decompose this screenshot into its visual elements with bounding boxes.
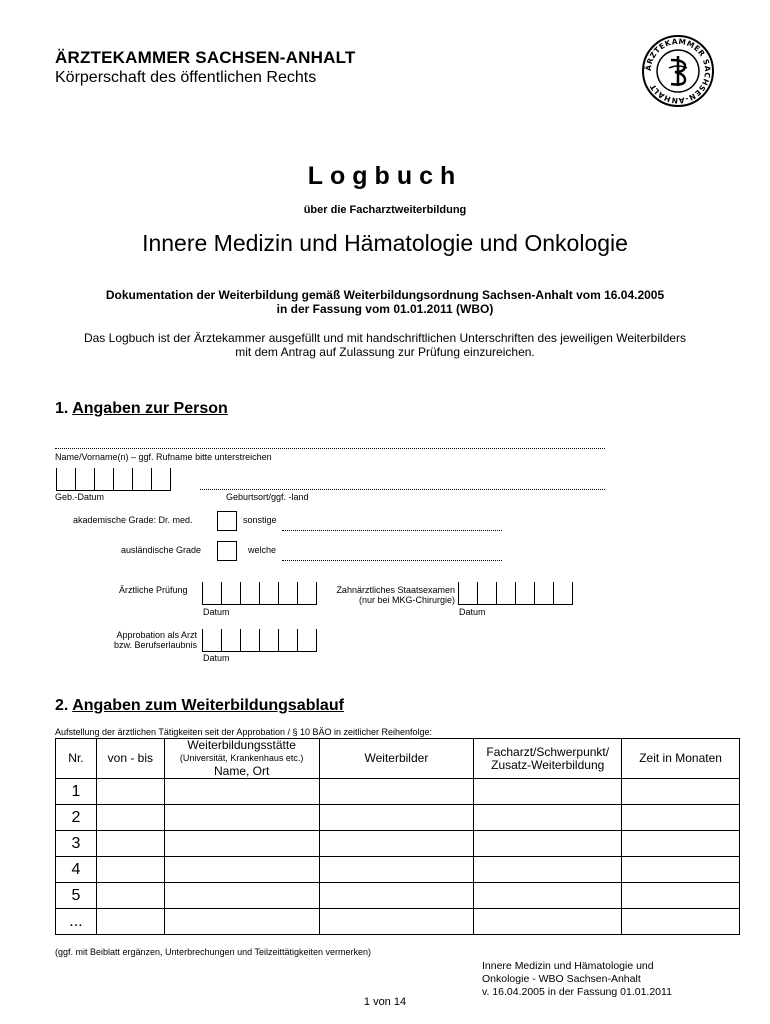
col-nr: Nr. xyxy=(56,739,97,779)
other-degree-field[interactable] xyxy=(282,530,502,531)
row-number: 3 xyxy=(56,831,97,857)
cell-von-bis[interactable] xyxy=(96,857,164,883)
cell-facharzt[interactable] xyxy=(474,805,622,831)
section-2-intro: Aufstellung der ärztlichen Tätigkeiten seit der Approbation / § 10 BÄO in zeitlicher Reihenfolge: xyxy=(55,727,433,737)
approbation-date-boxes[interactable] xyxy=(202,629,317,652)
cell-staette[interactable] xyxy=(164,805,319,831)
row-number: 1 xyxy=(56,779,97,805)
cell-zeit[interactable] xyxy=(622,909,740,935)
cell-weiterbilder[interactable] xyxy=(319,883,474,909)
col-weiterbildungsstaette xyxy=(164,739,319,779)
col-staette-line-1: Weiterbildungsstätte xyxy=(187,738,296,752)
cell-von-bis[interactable] xyxy=(96,831,164,857)
cell-weiterbilder[interactable] xyxy=(319,805,474,831)
col-facharzt xyxy=(474,739,622,779)
training-history-table xyxy=(55,738,740,935)
org-subtitle: Körperschaft des öffentlichen Rechts xyxy=(55,69,317,86)
academic-degree-label: akademische Grade: Dr. med. xyxy=(73,515,193,525)
seal-text: ÄRZTEKAMMER SACHSEN-ANHALT xyxy=(643,36,713,106)
dental-exam-label xyxy=(317,585,455,605)
intro-line-2: mit dem Antrag auf Zulassung zur Prüfung einzureichen. xyxy=(235,345,535,359)
cell-facharzt[interactable] xyxy=(474,909,622,935)
row-number: ... xyxy=(56,909,97,935)
cell-von-bis[interactable] xyxy=(96,805,164,831)
documentation-line-1: Dokumentation der Weiterbildung gemäß Weiterbildungsordnung Sachsen-Anhalt vom 16.04.2005 xyxy=(105,288,665,302)
approbation-date-label: Datum xyxy=(203,653,230,663)
dental-exam-label-1: Zahnärztliches Staatsexamen xyxy=(336,585,455,595)
cell-weiterbilder[interactable] xyxy=(319,779,474,805)
cell-staette[interactable] xyxy=(164,779,319,805)
cell-zeit[interactable] xyxy=(622,831,740,857)
documentation-statement xyxy=(60,288,710,316)
foreign-degree-field[interactable] xyxy=(282,560,502,561)
cell-staette[interactable] xyxy=(164,909,319,935)
section-1-number: 1. xyxy=(55,400,69,417)
col-von-bis: von - bis xyxy=(96,739,164,779)
birthdate-label: Geb.-Datum xyxy=(55,492,105,502)
footer-line-1: Innere Medizin und Hämatologie und xyxy=(482,960,654,972)
cell-von-bis[interactable] xyxy=(96,909,164,935)
cell-zeit[interactable] xyxy=(622,883,740,909)
table-row xyxy=(56,909,740,935)
documentation-line-2: in der Fassung vom 01.01.2011 (WBO) xyxy=(276,302,494,316)
row-number: 2 xyxy=(56,805,97,831)
document-subtitle: über die Facharztweiterbildung xyxy=(303,204,467,216)
section-1-title: Angaben zur Person xyxy=(72,400,228,417)
document-title: Logbuch xyxy=(307,162,463,190)
cell-facharzt[interactable] xyxy=(474,857,622,883)
cell-staette[interactable] xyxy=(164,831,319,857)
col-staette-line-3: Name, Ort xyxy=(213,764,270,778)
dental-exam-date-label: Datum xyxy=(459,607,486,617)
cell-weiterbilder[interactable] xyxy=(319,909,474,935)
col-facharzt-line-2: Zusatz-Weiterbildung xyxy=(491,757,605,772)
table-row xyxy=(56,883,740,909)
cell-zeit[interactable] xyxy=(622,779,740,805)
approbation-label-1: Approbation als Arzt xyxy=(116,630,197,640)
cell-von-bis[interactable] xyxy=(96,779,164,805)
table-row xyxy=(56,857,740,883)
col-facharzt-line-1: Facharzt/Schwerpunkt/ xyxy=(486,744,610,759)
cell-weiterbilder[interactable] xyxy=(319,857,474,883)
approbation-label xyxy=(95,630,197,650)
foreign-degree-checkbox[interactable] xyxy=(217,541,237,561)
section-1-heading xyxy=(55,400,228,418)
cell-staette[interactable] xyxy=(164,883,319,909)
intro-text xyxy=(40,331,730,359)
intro-line-1: Das Logbuch ist der Ärztekammer ausgefüllt und mit handschriftlichen Unterschriften des jeweiligen Weiterbilders xyxy=(83,331,687,345)
table-row xyxy=(56,831,740,857)
name-field[interactable] xyxy=(55,448,605,449)
cell-facharzt[interactable] xyxy=(474,831,622,857)
foreign-degree-label: ausländische Grade xyxy=(121,545,202,555)
col-staette-line-2: (Universität, Krankenhaus etc.) xyxy=(179,753,304,763)
birthplace-label: Geburtsort/ggf. -land xyxy=(226,492,309,502)
cell-weiterbilder[interactable] xyxy=(319,831,474,857)
col-zeit: Zeit in Monaten xyxy=(622,739,740,779)
footer-line-3: v. 16.04.2005 in der Fassung 01.01.2011 xyxy=(482,986,672,998)
birthdate-boxes[interactable] xyxy=(56,468,171,491)
medical-exam-date-label: Datum xyxy=(203,607,230,617)
medical-exam-date-boxes[interactable] xyxy=(202,582,317,605)
page-number: 1 von 14 xyxy=(363,996,407,1008)
footer-line-2: Onkologie - WBO Sachsen-Anhalt xyxy=(482,973,641,985)
table-row xyxy=(56,779,740,805)
col-weiterbilder: Weiterbilder xyxy=(319,739,474,779)
approbation-label-2: bzw. Berufserlaubnis xyxy=(113,640,197,650)
row-number: 4 xyxy=(56,857,97,883)
aerztekammer-seal-logo xyxy=(641,34,715,108)
row-number: 5 xyxy=(56,883,97,909)
section-2-heading xyxy=(55,697,344,715)
cell-von-bis[interactable] xyxy=(96,883,164,909)
table-row xyxy=(56,805,740,831)
section-2-number: 2. xyxy=(55,697,69,714)
section-2-title: Angaben zum Weiterbildungsablauf xyxy=(72,697,344,714)
cell-staette[interactable] xyxy=(164,857,319,883)
cell-facharzt[interactable] xyxy=(474,779,622,805)
table-footnote: (ggf. mit Beiblatt ergänzen, Unterbrechungen und Teilzeittätigkeiten vermerken) xyxy=(55,947,372,957)
birthplace-field[interactable] xyxy=(200,489,605,490)
footer-document-info xyxy=(482,960,672,999)
dr-med-checkbox[interactable] xyxy=(217,511,237,531)
which-label: welche xyxy=(248,545,277,555)
other-degree-label: sonstige xyxy=(243,515,277,525)
dental-exam-label-2: (nur bei MKG-Chirurgie) xyxy=(358,595,455,605)
medical-exam-label: Ärztliche Prüfung xyxy=(119,585,188,595)
dental-exam-date-boxes[interactable] xyxy=(458,582,573,605)
table-header-row xyxy=(56,739,740,779)
cell-facharzt[interactable] xyxy=(474,883,622,909)
name-label: Name/Vorname(n) – ggf. Rufname bitte unterstreichen xyxy=(55,452,272,462)
cell-zeit[interactable] xyxy=(622,805,740,831)
org-name: ÄRZTEKAMMER SACHSEN-ANHALT xyxy=(55,48,356,67)
cell-zeit[interactable] xyxy=(622,857,740,883)
specialty-title: Innere Medizin und Hämatologie und Onkologie xyxy=(142,230,628,256)
